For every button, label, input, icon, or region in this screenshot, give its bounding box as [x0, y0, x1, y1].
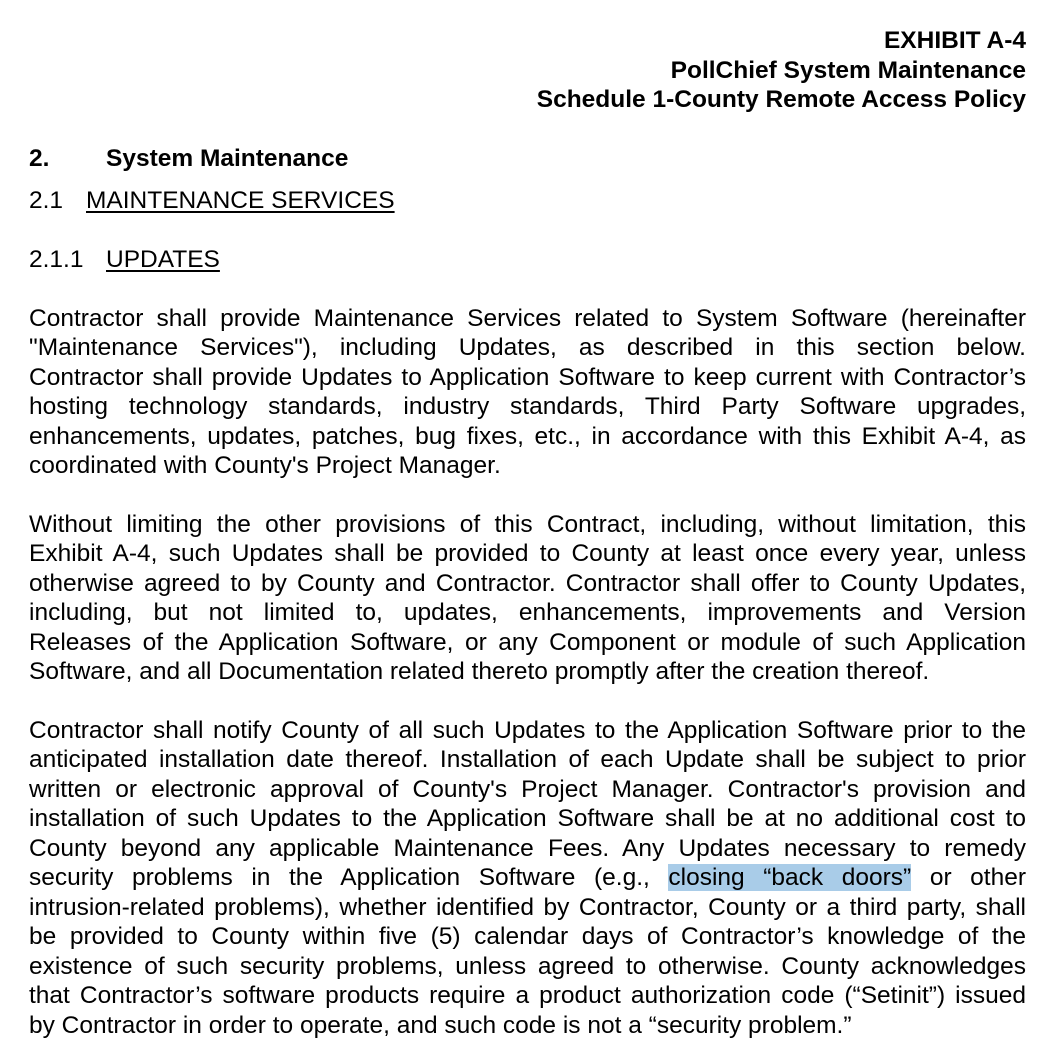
- subsubsection-heading: [29, 245, 1026, 275]
- paragraph-line: intrusion-related problems), whether identified by Contractor, County or a third party, shall: [29, 893, 1026, 921]
- paragraph-line: Releases of the Application Software, or any Component or module of such Application: [29, 628, 1026, 656]
- paragraph-line: anticipated installation date thereof. Installation of each Update shall be subject to prior: [29, 746, 1026, 773]
- paragraph-line: written or electronic approval of County's Project Manager. Contractor's provision and: [29, 775, 1026, 803]
- paragraph-line: including, but not limited to, updates, enhancements, improvements and Version: [29, 599, 1026, 626]
- paragraph-line: Exhibit A-4, such Updates shall be provided to County at least once every year, unless: [29, 540, 1026, 567]
- paragraph-line: existence of such security problems, unless agreed to otherwise. County acknowledges: [29, 952, 1026, 980]
- paragraph-update-frequency: [29, 510, 1026, 687]
- paragraph-line: otherwise agreed to by County and Contractor. Contractor shall offer to County Updates,: [29, 569, 1026, 597]
- paragraph-line: County beyond any applicable Maintenance Fees. Any Updates necessary to remedy: [29, 834, 1026, 862]
- exhibit-title: EXHIBIT A-4: [883, 27, 1026, 54]
- exhibit-subtitle: PollChief System Maintenance: [670, 56, 1026, 84]
- exhibit-schedule: Schedule 1-County Remote Access Policy: [536, 86, 1026, 113]
- line-text-before: security problems in the Application Software (e.g.,: [29, 864, 650, 891]
- subsubsection-number: 2.1.1: [29, 245, 84, 273]
- paragraph-line: Contractor shall provide Updates to Application Software to keep current with Contractor’s: [29, 363, 1026, 391]
- paragraph-line: Software, and all Documentation related thereto promptly after the creation thereof.: [29, 658, 930, 685]
- subsection-number: 2.1: [29, 186, 64, 214]
- paragraph-update-notification: [29, 716, 1026, 1041]
- subsection-heading: [29, 186, 1026, 216]
- paragraph-line: Contractor shall notify County of all such Updates to the Application Software prior to the: [29, 716, 1026, 744]
- paragraph-line: coordinated with County's Project Manager.: [29, 452, 501, 479]
- exhibit-header: [29, 26, 1026, 115]
- paragraph-line: installation of such Updates to the Application Software shall be at no additional cost to: [29, 805, 1026, 832]
- subsubsection-title: UPDATES: [106, 245, 220, 273]
- paragraph-line: be provided to County within five (5) calendar days of Contractor’s knowledge of the: [29, 923, 1026, 950]
- paragraph-line: Contractor shall provide Maintenance Services related to System Software (hereinafter: [29, 304, 1026, 332]
- text-selection-highlight[interactable]: closing “back doors”: [668, 864, 912, 891]
- section-title: System Maintenance: [106, 144, 349, 172]
- paragraph-line: "Maintenance Services"), including Updates, as described in this section below.: [29, 334, 1026, 361]
- subsection-title: MAINTENANCE SERVICES: [86, 186, 395, 214]
- section-heading: [29, 144, 1026, 174]
- paragraph-line: Without limiting the other provisions of this Contract, including, without limitation, this: [29, 510, 1026, 538]
- paragraph-line-highlighted: [29, 863, 1026, 893]
- paragraph-line: enhancements, updates, patches, bug fixes, etc., in accordance with this Exhibit A-4, as: [29, 422, 1026, 450]
- paragraph-maintenance-services: [29, 304, 1026, 481]
- line-text-after: or other: [929, 864, 1027, 891]
- paragraph-line: hosting technology standards, industry standards, Third Party Software upgrades,: [29, 393, 1026, 420]
- paragraph-line: by Contractor in order to operate, and such code is not a “security problem.”: [29, 1011, 852, 1039]
- paragraph-line: that Contractor’s software products require a product authorization code (“Setinit”) issued: [29, 982, 1026, 1009]
- section-number: 2.: [29, 144, 50, 172]
